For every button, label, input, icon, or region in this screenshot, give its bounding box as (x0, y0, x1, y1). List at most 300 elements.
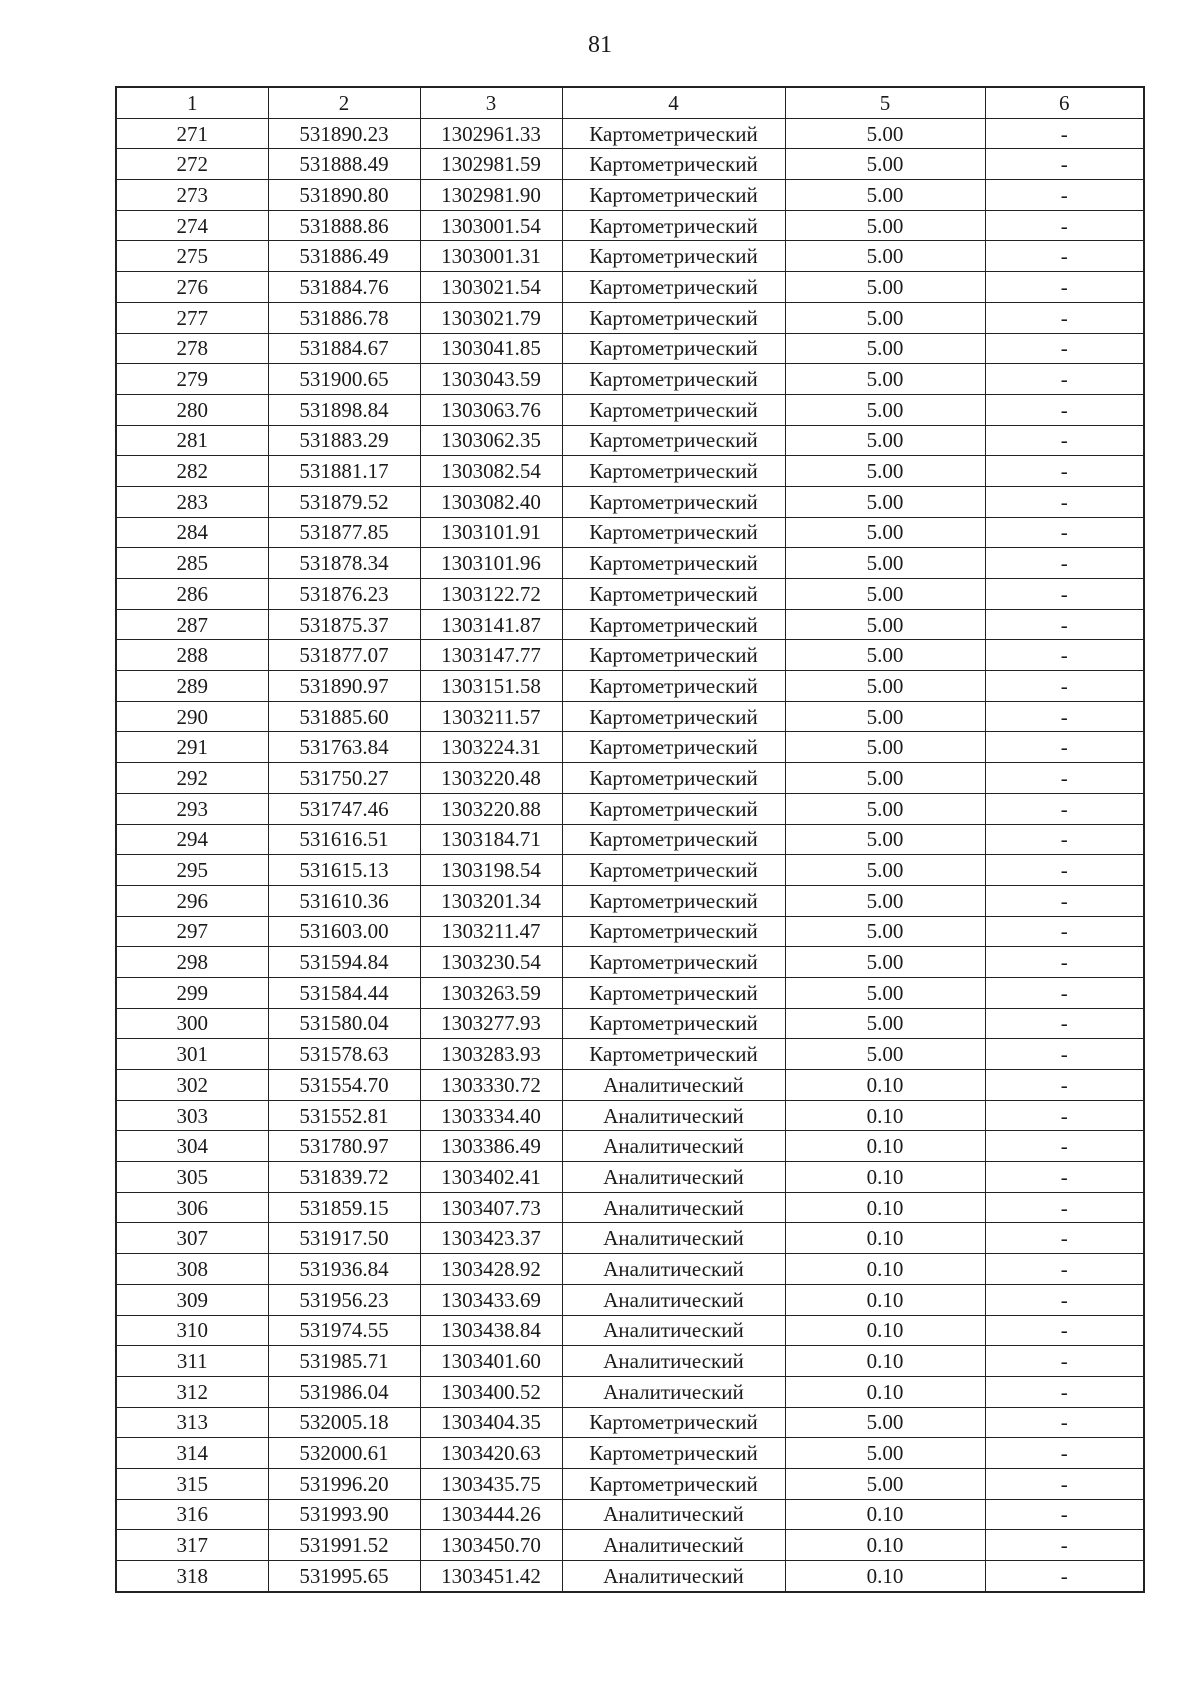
y-coordinate-cell: 1303220.48 (420, 763, 562, 794)
y-coordinate-cell: 1303438.84 (420, 1315, 562, 1346)
method-cell: Картометрический (562, 1468, 785, 1499)
note-cell: - (985, 763, 1144, 794)
accuracy-cell: 5.00 (785, 210, 985, 241)
method-cell: Картометрический (562, 241, 785, 272)
x-coordinate-cell: 531877.07 (268, 640, 420, 671)
x-coordinate-cell: 532005.18 (268, 1407, 420, 1438)
method-cell: Картометрический (562, 118, 785, 149)
method-cell: Аналитический (562, 1284, 785, 1315)
note-cell: - (985, 640, 1144, 671)
y-coordinate-cell: 1303101.96 (420, 548, 562, 579)
method-cell: Картометрический (562, 486, 785, 517)
method-cell: Картометрический (562, 333, 785, 364)
y-coordinate-cell: 1303400.52 (420, 1376, 562, 1407)
accuracy-cell: 0.10 (785, 1499, 985, 1530)
y-coordinate-cell: 1303283.93 (420, 1039, 562, 1070)
accuracy-cell: 5.00 (785, 272, 985, 303)
note-cell: - (985, 977, 1144, 1008)
point-number-cell: 298 (116, 947, 268, 978)
point-number-cell: 296 (116, 885, 268, 916)
method-cell: Картометрический (562, 885, 785, 916)
x-coordinate-cell: 531859.15 (268, 1192, 420, 1223)
method-cell: Картометрический (562, 394, 785, 425)
accuracy-cell: 5.00 (785, 180, 985, 211)
accuracy-cell: 5.00 (785, 486, 985, 517)
method-cell: Картометрический (562, 149, 785, 180)
y-coordinate-cell: 1303184.71 (420, 824, 562, 855)
point-number-cell: 273 (116, 180, 268, 211)
accuracy-cell: 0.10 (785, 1223, 985, 1254)
note-cell: - (985, 793, 1144, 824)
x-coordinate-cell: 531839.72 (268, 1162, 420, 1193)
accuracy-cell: 5.00 (785, 333, 985, 364)
note-cell: - (985, 210, 1144, 241)
note-cell: - (985, 456, 1144, 487)
y-coordinate-cell: 1303451.42 (420, 1561, 562, 1592)
method-cell: Аналитический (562, 1223, 785, 1254)
point-number-cell: 279 (116, 364, 268, 395)
accuracy-cell: 5.00 (785, 1468, 985, 1499)
method-cell: Картометрический (562, 855, 785, 886)
note-cell: - (985, 885, 1144, 916)
note-cell: - (985, 1376, 1144, 1407)
point-number-cell: 280 (116, 394, 268, 425)
method-cell: Картометрический (562, 1438, 785, 1469)
method-cell: Картометрический (562, 272, 785, 303)
method-cell: Аналитический (562, 1254, 785, 1285)
table-row (116, 1039, 1144, 1070)
point-number-cell: 304 (116, 1131, 268, 1162)
table-body (116, 118, 1144, 1592)
table-row (116, 916, 1144, 947)
x-coordinate-cell: 531890.80 (268, 180, 420, 211)
method-cell: Картометрический (562, 180, 785, 211)
point-number-cell: 277 (116, 302, 268, 333)
y-coordinate-cell: 1303122.72 (420, 579, 562, 610)
point-number-cell: 276 (116, 272, 268, 303)
y-coordinate-cell: 1303211.57 (420, 701, 562, 732)
table-row (116, 118, 1144, 149)
accuracy-cell: 0.10 (785, 1192, 985, 1223)
accuracy-cell: 0.10 (785, 1162, 985, 1193)
y-coordinate-cell: 1303141.87 (420, 609, 562, 640)
table-row (116, 1499, 1144, 1530)
accuracy-cell: 5.00 (785, 609, 985, 640)
point-number-cell: 286 (116, 579, 268, 610)
accuracy-cell: 5.00 (785, 1407, 985, 1438)
x-coordinate-cell: 531552.81 (268, 1100, 420, 1131)
note-cell: - (985, 548, 1144, 579)
table-row (116, 180, 1144, 211)
note-cell: - (985, 364, 1144, 395)
note-cell: - (985, 1254, 1144, 1285)
y-coordinate-cell: 1303263.59 (420, 977, 562, 1008)
accuracy-cell: 5.00 (785, 885, 985, 916)
point-number-cell: 289 (116, 671, 268, 702)
x-coordinate-cell: 531898.84 (268, 394, 420, 425)
y-coordinate-cell: 1303062.35 (420, 425, 562, 456)
x-coordinate-cell: 531884.67 (268, 333, 420, 364)
method-cell: Картометрический (562, 977, 785, 1008)
note-cell: - (985, 1346, 1144, 1377)
method-cell: Картометрический (562, 793, 785, 824)
accuracy-cell: 5.00 (785, 671, 985, 702)
method-cell: Аналитический (562, 1376, 785, 1407)
y-coordinate-cell: 1303082.40 (420, 486, 562, 517)
method-cell: Картометрический (562, 548, 785, 579)
x-coordinate-cell: 531956.23 (268, 1284, 420, 1315)
point-number-cell: 315 (116, 1468, 268, 1499)
x-coordinate-cell: 531554.70 (268, 1070, 420, 1101)
table-row (116, 640, 1144, 671)
method-cell: Аналитический (562, 1499, 785, 1530)
method-cell: Картометрический (562, 1039, 785, 1070)
table-row (116, 1100, 1144, 1131)
note-cell: - (985, 1284, 1144, 1315)
accuracy-cell: 5.00 (785, 701, 985, 732)
table-row (116, 671, 1144, 702)
note-cell: - (985, 579, 1144, 610)
note-cell: - (985, 1162, 1144, 1193)
table-row (116, 947, 1144, 978)
method-cell: Картометрический (562, 364, 785, 395)
x-coordinate-cell: 531580.04 (268, 1008, 420, 1039)
note-cell: - (985, 701, 1144, 732)
table-row (116, 977, 1144, 1008)
table-row (116, 394, 1144, 425)
x-coordinate-cell: 531878.34 (268, 548, 420, 579)
method-cell: Картометрический (562, 210, 785, 241)
table-row (116, 1070, 1144, 1101)
table-row (116, 579, 1144, 610)
table-row (116, 1561, 1144, 1592)
point-number-cell: 293 (116, 793, 268, 824)
note-cell: - (985, 394, 1144, 425)
accuracy-cell: 5.00 (785, 456, 985, 487)
x-coordinate-cell: 531917.50 (268, 1223, 420, 1254)
point-number-cell: 283 (116, 486, 268, 517)
note-cell: - (985, 1131, 1144, 1162)
point-number-cell: 310 (116, 1315, 268, 1346)
point-number-cell: 290 (116, 701, 268, 732)
accuracy-cell: 0.10 (785, 1131, 985, 1162)
y-coordinate-cell: 1303435.75 (420, 1468, 562, 1499)
method-cell: Картометрический (562, 640, 785, 671)
y-coordinate-cell: 1302981.90 (420, 180, 562, 211)
x-coordinate-cell: 531616.51 (268, 824, 420, 855)
table-row (116, 885, 1144, 916)
accuracy-cell: 0.10 (785, 1070, 985, 1101)
accuracy-cell: 5.00 (785, 241, 985, 272)
note-cell: - (985, 1499, 1144, 1530)
y-coordinate-cell: 1303401.60 (420, 1346, 562, 1377)
table-row (116, 732, 1144, 763)
point-number-cell: 282 (116, 456, 268, 487)
x-coordinate-cell: 531879.52 (268, 486, 420, 517)
table-row (116, 333, 1144, 364)
x-coordinate-cell: 531603.00 (268, 916, 420, 947)
x-coordinate-cell: 531888.86 (268, 210, 420, 241)
method-cell: Аналитический (562, 1346, 785, 1377)
y-coordinate-cell: 1303407.73 (420, 1192, 562, 1223)
table-row (116, 302, 1144, 333)
x-coordinate-cell: 531875.37 (268, 609, 420, 640)
y-coordinate-cell: 1303101.91 (420, 517, 562, 548)
table-row (116, 210, 1144, 241)
column-header-1: 1 (116, 87, 268, 118)
y-coordinate-cell: 1303001.54 (420, 210, 562, 241)
y-coordinate-cell: 1302981.59 (420, 149, 562, 180)
table-row (116, 456, 1144, 487)
y-coordinate-cell: 1303230.54 (420, 947, 562, 978)
point-number-cell: 295 (116, 855, 268, 886)
point-number-cell: 292 (116, 763, 268, 794)
y-coordinate-cell: 1303450.70 (420, 1530, 562, 1561)
x-coordinate-cell: 531890.97 (268, 671, 420, 702)
note-cell: - (985, 425, 1144, 456)
x-coordinate-cell: 531610.36 (268, 885, 420, 916)
table-row (116, 1530, 1144, 1561)
point-number-cell: 306 (116, 1192, 268, 1223)
method-cell: Картометрический (562, 824, 785, 855)
note-cell: - (985, 1438, 1144, 1469)
point-number-cell: 312 (116, 1376, 268, 1407)
point-number-cell: 275 (116, 241, 268, 272)
note-cell: - (985, 1468, 1144, 1499)
method-cell: Аналитический (562, 1162, 785, 1193)
x-coordinate-cell: 531993.90 (268, 1499, 420, 1530)
point-number-cell: 303 (116, 1100, 268, 1131)
x-coordinate-cell: 531888.49 (268, 149, 420, 180)
x-coordinate-cell: 531884.76 (268, 272, 420, 303)
note-cell: - (985, 118, 1144, 149)
note-cell: - (985, 1039, 1144, 1070)
accuracy-cell: 0.10 (785, 1530, 985, 1561)
y-coordinate-cell: 1303220.88 (420, 793, 562, 824)
x-coordinate-cell: 531991.52 (268, 1530, 420, 1561)
accuracy-cell: 5.00 (785, 364, 985, 395)
note-cell: - (985, 855, 1144, 886)
table-header-row (116, 87, 1144, 118)
method-cell: Аналитический (562, 1315, 785, 1346)
x-coordinate-cell: 531747.46 (268, 793, 420, 824)
point-number-cell: 274 (116, 210, 268, 241)
y-coordinate-cell: 1303404.35 (420, 1407, 562, 1438)
table-row (116, 1131, 1144, 1162)
note-cell: - (985, 1530, 1144, 1561)
table-row (116, 1315, 1144, 1346)
accuracy-cell: 5.00 (785, 977, 985, 1008)
accuracy-cell: 5.00 (785, 763, 985, 794)
x-coordinate-cell: 531886.49 (268, 241, 420, 272)
method-cell: Картометрический (562, 425, 785, 456)
note-cell: - (985, 241, 1144, 272)
accuracy-cell: 0.10 (785, 1561, 985, 1592)
accuracy-cell: 5.00 (785, 640, 985, 671)
table-row (116, 272, 1144, 303)
table-row (116, 1284, 1144, 1315)
method-cell: Картометрический (562, 763, 785, 794)
x-coordinate-cell: 532000.61 (268, 1438, 420, 1469)
accuracy-cell: 0.10 (785, 1315, 985, 1346)
y-coordinate-cell: 1303420.63 (420, 1438, 562, 1469)
method-cell: Аналитический (562, 1100, 785, 1131)
method-cell: Картометрический (562, 671, 785, 702)
accuracy-cell: 5.00 (785, 302, 985, 333)
y-coordinate-cell: 1303444.26 (420, 1499, 562, 1530)
accuracy-cell: 5.00 (785, 149, 985, 180)
table-row (116, 701, 1144, 732)
column-header-4: 4 (562, 87, 785, 118)
column-header-3: 3 (420, 87, 562, 118)
note-cell: - (985, 517, 1144, 548)
accuracy-cell: 5.00 (785, 118, 985, 149)
method-cell: Картометрический (562, 701, 785, 732)
table-row (116, 149, 1144, 180)
note-cell: - (985, 486, 1144, 517)
point-number-cell: 307 (116, 1223, 268, 1254)
note-cell: - (985, 1070, 1144, 1101)
point-number-cell: 299 (116, 977, 268, 1008)
point-number-cell: 287 (116, 609, 268, 640)
table-row (116, 1438, 1144, 1469)
y-coordinate-cell: 1303041.85 (420, 333, 562, 364)
x-coordinate-cell: 531584.44 (268, 977, 420, 1008)
table-row (116, 855, 1144, 886)
x-coordinate-cell: 531615.13 (268, 855, 420, 886)
method-cell: Картометрический (562, 579, 785, 610)
method-cell: Картометрический (562, 302, 785, 333)
point-number-cell: 314 (116, 1438, 268, 1469)
note-cell: - (985, 149, 1144, 180)
accuracy-cell: 5.00 (785, 1008, 985, 1039)
accuracy-cell: 5.00 (785, 579, 985, 610)
accuracy-cell: 5.00 (785, 394, 985, 425)
note-cell: - (985, 1407, 1144, 1438)
accuracy-cell: 5.00 (785, 1438, 985, 1469)
point-number-cell: 305 (116, 1162, 268, 1193)
point-number-cell: 316 (116, 1499, 268, 1530)
y-coordinate-cell: 1303201.34 (420, 885, 562, 916)
coordinates-table (115, 86, 1145, 1593)
point-number-cell: 284 (116, 517, 268, 548)
method-cell: Картометрический (562, 947, 785, 978)
accuracy-cell: 0.10 (785, 1254, 985, 1285)
x-coordinate-cell: 531876.23 (268, 579, 420, 610)
point-number-cell: 311 (116, 1346, 268, 1377)
point-number-cell: 301 (116, 1039, 268, 1070)
note-cell: - (985, 916, 1144, 947)
accuracy-cell: 5.00 (785, 548, 985, 579)
y-coordinate-cell: 1303043.59 (420, 364, 562, 395)
accuracy-cell: 5.00 (785, 1039, 985, 1070)
note-cell: - (985, 947, 1144, 978)
method-cell: Картометрический (562, 1407, 785, 1438)
note-cell: - (985, 333, 1144, 364)
table-row (116, 1468, 1144, 1499)
point-number-cell: 317 (116, 1530, 268, 1561)
accuracy-cell: 5.00 (785, 425, 985, 456)
accuracy-cell: 5.00 (785, 916, 985, 947)
x-coordinate-cell: 531995.65 (268, 1561, 420, 1592)
accuracy-cell: 0.10 (785, 1346, 985, 1377)
table-row (116, 609, 1144, 640)
y-coordinate-cell: 1303330.72 (420, 1070, 562, 1101)
table-row (116, 1162, 1144, 1193)
column-header-2: 2 (268, 87, 420, 118)
point-number-cell: 285 (116, 548, 268, 579)
method-cell: Картометрический (562, 1008, 785, 1039)
column-header-5: 5 (785, 87, 985, 118)
x-coordinate-cell: 531985.71 (268, 1346, 420, 1377)
x-coordinate-cell: 531594.84 (268, 947, 420, 978)
y-coordinate-cell: 1303147.77 (420, 640, 562, 671)
method-cell: Картометрический (562, 916, 785, 947)
y-coordinate-cell: 1303211.47 (420, 916, 562, 947)
point-number-cell: 288 (116, 640, 268, 671)
table-row (116, 1407, 1144, 1438)
table-row (116, 1223, 1144, 1254)
point-number-cell: 272 (116, 149, 268, 180)
y-coordinate-cell: 1303224.31 (420, 732, 562, 763)
method-cell: Аналитический (562, 1561, 785, 1592)
x-coordinate-cell: 531974.55 (268, 1315, 420, 1346)
note-cell: - (985, 1008, 1144, 1039)
method-cell: Картометрический (562, 517, 785, 548)
table-row (116, 1008, 1144, 1039)
table-row (116, 364, 1144, 395)
point-number-cell: 297 (116, 916, 268, 947)
method-cell: Картометрический (562, 609, 785, 640)
table-row (116, 1254, 1144, 1285)
point-number-cell: 309 (116, 1284, 268, 1315)
accuracy-cell: 5.00 (785, 855, 985, 886)
y-coordinate-cell: 1303001.31 (420, 241, 562, 272)
accuracy-cell: 0.10 (785, 1100, 985, 1131)
x-coordinate-cell: 531885.60 (268, 701, 420, 732)
y-coordinate-cell: 1303386.49 (420, 1131, 562, 1162)
y-coordinate-cell: 1303428.92 (420, 1254, 562, 1285)
note-cell: - (985, 302, 1144, 333)
x-coordinate-cell: 531763.84 (268, 732, 420, 763)
x-coordinate-cell: 531936.84 (268, 1254, 420, 1285)
note-cell: - (985, 732, 1144, 763)
note-cell: - (985, 1315, 1144, 1346)
accuracy-cell: 5.00 (785, 793, 985, 824)
accuracy-cell: 0.10 (785, 1376, 985, 1407)
point-number-cell: 281 (116, 425, 268, 456)
x-coordinate-cell: 531877.85 (268, 517, 420, 548)
method-cell: Аналитический (562, 1530, 785, 1561)
point-number-cell: 313 (116, 1407, 268, 1438)
x-coordinate-cell: 531886.78 (268, 302, 420, 333)
point-number-cell: 318 (116, 1561, 268, 1592)
method-cell: Картометрический (562, 732, 785, 763)
table-row (116, 548, 1144, 579)
y-coordinate-cell: 1303198.54 (420, 855, 562, 886)
x-coordinate-cell: 531578.63 (268, 1039, 420, 1070)
method-cell: Аналитический (562, 1131, 785, 1162)
y-coordinate-cell: 1302961.33 (420, 118, 562, 149)
note-cell: - (985, 1100, 1144, 1131)
y-coordinate-cell: 1303082.54 (420, 456, 562, 487)
y-coordinate-cell: 1303433.69 (420, 1284, 562, 1315)
point-number-cell: 271 (116, 118, 268, 149)
x-coordinate-cell: 531883.29 (268, 425, 420, 456)
accuracy-cell: 5.00 (785, 517, 985, 548)
point-number-cell: 278 (116, 333, 268, 364)
note-cell: - (985, 1223, 1144, 1254)
